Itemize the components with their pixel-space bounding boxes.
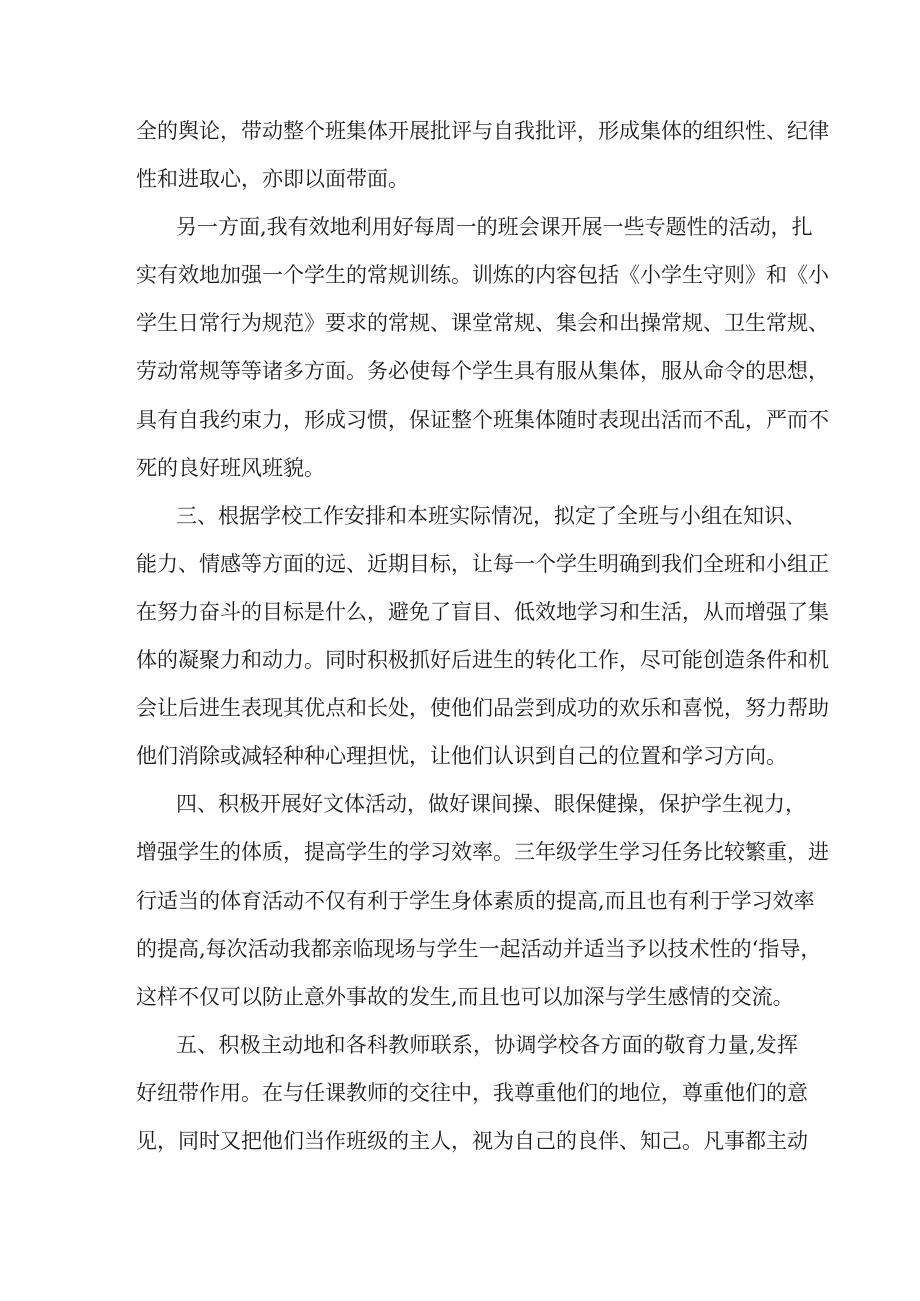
text-line: 性和进取心，亦即以面带面。 [136, 167, 409, 192]
text-line: 他们消除或减轻种种心理担忧，让他们认识到自己的位置和学习方向。 [136, 744, 787, 769]
text-line: 在努力奋斗的目标是什么，避免了盲目、低效地学习和生活，从而增强了集 [136, 599, 829, 624]
text-line: 会让后进生表现其优点和长处，使他们品尝到成功的欢乐和喜悦，努力帮助 [136, 696, 829, 721]
paragraph-4 [136, 780, 829, 1020]
text-line: 增强学生的体质，提高学生的学习效率。三年级学生学习任务比较繁重，进 [136, 840, 829, 865]
text-line: 另一方面,我有效地利用好每周一的班会课开展一些专题性的活动，扎 [176, 215, 813, 240]
text-line: 五、积极主动地和各科教师联系，协调学校各方面的敬育力量,发挥 [176, 1032, 798, 1057]
text-line: 的提高,每次活动我都亲临现场与学生一起活动并适当予以技术性的‘指导， [136, 936, 822, 961]
text-line: 见，同时又把他们当作班级的主人，视为自己的良伴、知己。凡事都主动 [136, 1128, 808, 1153]
text-line: 具有自我约束力，形成习惯，保证整个班集体随时表现出活而不乱，严而不 [136, 407, 829, 432]
document-body [136, 107, 829, 1165]
text-line: 学生日常行为规范》要求的常规、课堂常规、集会和出操常规、卫生常规、 [136, 311, 829, 336]
text-line: 行适当的体育活动不仅有利于学生身体素质的提高,而且也有利于学习效率 [136, 888, 815, 913]
text-line: 好纽带作用。在与任课教师的交往中，我尊重他们的地位，尊重他们的意 [136, 1080, 808, 1105]
paragraph-1 [136, 107, 829, 203]
text-line: 能力、情感等方面的远、近期目标，让每一个学生明确到我们全班和小组正 [136, 551, 829, 576]
text-line: 劳动常规等等诸多方面。务必使每个学生具有服从集体，服从命令的思想， [136, 359, 829, 384]
text-line: 这样不仅可以防止意外事故的发生,而且也可以加深与学生感情的交流。 [136, 984, 794, 1009]
text-line: 实有效地加强一个学生的常规训练。训炼的内容包括《小学生守则》和《小 [136, 263, 829, 288]
paragraph-3 [136, 492, 829, 781]
paragraph-5 [136, 1021, 808, 1165]
text-line: 三、根据学校工作安排和本班实际情况，拟定了全班与小组在知识、 [176, 503, 806, 528]
paragraph-2 [136, 203, 829, 492]
text-line: 体的凝聚力和动力。同时积极抓好后进生的转化工作，尽可能创造条件和机 [136, 648, 829, 673]
text-line: 全的舆论，带动整个班集体开展批评与自我批评，形成集体的组织性、纪律 [136, 119, 829, 143]
text-line: 四、积极开展好文体活动，做好课间操、眼保健操，保护学生视力， [176, 792, 806, 817]
text-line: 死的良好班风班貌。 [136, 455, 325, 480]
